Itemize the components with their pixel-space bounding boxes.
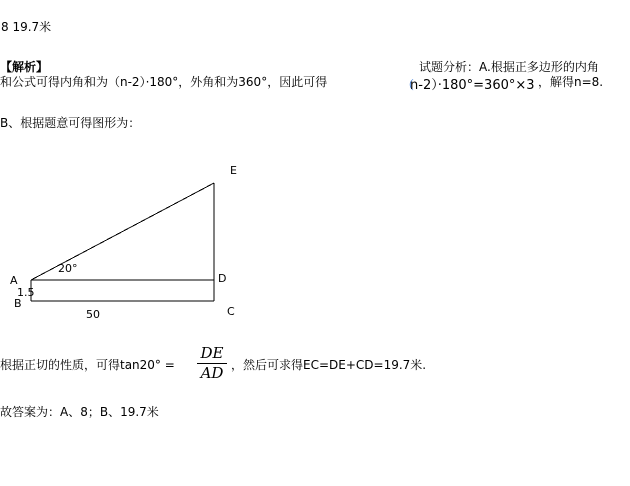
tan-text-after: ，然后可求得EC=DE+CD=19.7米. <box>231 358 427 372</box>
formula-close: ）·180°=360°×3 <box>431 78 535 93</box>
label-d: D <box>218 272 227 285</box>
analysis-line-2: 和公式可得内角和为（n-2）·180°，外角和为360°，因此可得 <box>0 75 328 89</box>
analysis-intro: 试题分析：A.根据正多边形的内角 <box>419 60 599 74</box>
final-answer: 故答案为：A、8；B、19.7米 <box>0 405 159 419</box>
fraction-denominator: AD <box>200 364 224 382</box>
ab-length-label: 1.5 <box>17 286 35 299</box>
angle-label: 20° <box>58 262 78 275</box>
part-b-text: B、根据题意可得图形为： <box>0 116 141 130</box>
label-a: A <box>10 274 18 287</box>
formula-body: n-2 <box>410 78 432 93</box>
formula-open-paren: （ <box>402 78 411 92</box>
line2-result: ，解得n=8. <box>538 75 604 89</box>
label-e: E <box>230 164 237 177</box>
bc-length-label: 50 <box>86 308 100 321</box>
label-c: C <box>227 305 235 318</box>
answer-line: 8 19.7米 <box>1 20 52 34</box>
fraction-numerator: DE <box>200 344 224 362</box>
fraction <box>196 345 228 382</box>
label-b: B <box>14 297 22 310</box>
tan-text-before: 根据正切的性质，可得tan20° = <box>0 358 175 372</box>
analysis-heading: 【解析】 <box>0 60 49 74</box>
